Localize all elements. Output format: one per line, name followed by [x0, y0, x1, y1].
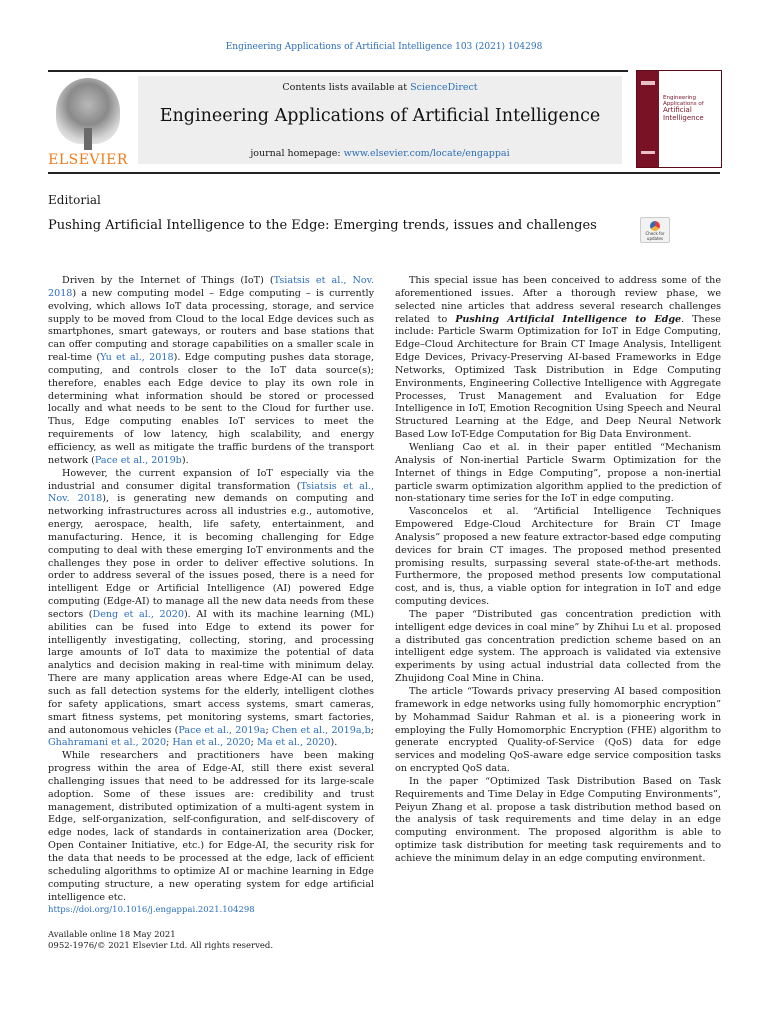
header-bottom-rule [48, 172, 720, 174]
journal-citation-link[interactable]: Engineering Applications of Artificial Intelligence 103 (2021) 104298 [225, 42, 543, 52]
citation-link[interactable]: Yu et al., 2018 [100, 352, 174, 364]
citation-link[interactable]: Han et al., 2020 [172, 737, 251, 749]
available-online: Available online 18 May 2021 [48, 930, 176, 940]
doi-link[interactable]: https://doi.org/10.1016/j.engappai.2021.104298 [48, 905, 255, 915]
cover-mark [641, 81, 655, 85]
tree-trunk-icon [84, 128, 92, 150]
check-for-updates-button[interactable] [640, 217, 670, 243]
homepage-line: journal homepage: www.elsevier.com/locate/engappai [250, 148, 510, 159]
article-type: Editorial [48, 193, 101, 207]
citation-link[interactable]: Tsiatsis et al., Nov. 2018 [48, 275, 374, 299]
journal-banner [138, 76, 622, 164]
citation-link[interactable]: Pace et al., 2019b [94, 454, 182, 466]
article-title: Pushing Artificial Intelligence to the Edge: Emerging trends, issues and challenges [48, 218, 597, 233]
right-column [395, 275, 721, 866]
cover-title: Engineering Applications of Artificial Intelligence [663, 95, 704, 122]
paragraph: Driven by the Internet of Things (IoT) (Tsiatsis et al., Nov. 2018) a new computing model – Edge computing – is currently evolving, which allows IoT data processing, storage, and service supply to be moved from Cloud to the local Edge devices such as smartphones, smart gateways, or routers and base stations that can offer computing and storage capabilities on a smaller scale in real-time (Yu et al., 2018). Edge computing pushes data storage, computing, and controls closer to the IoT data source(s); therefore, enables each Edge device to play its own role in determining what information should be stored or processed locally and what needs to be sent to the Cloud for further use. Thus, Edge computing enables IoT services to meet the requirements of low latency, high scalability, and energy efficiency, as well as mitigate the traffic burdens of the transport network (Pace et al., 2019b). [48, 275, 374, 466]
journal-header [48, 70, 720, 170]
paragraph: This special issue has been conceived to address some of the aforementioned issues. After a thorough review phase, we selected nine articles that address several research challenges related to Pushing Artificial Intelligence to Edge. These include: Particle Swarm Optimization for IoT in Edge Computing, Edge–Cloud Architecture for Brain CT Image Analysis, Intelligent Edge Devices, Privacy-Preserving AI-based Frameworks in Edge Networks, Optimized Task Distribution in Edge Computing Environments, Engineering Collective Intelligence with Aggregate Processes, Trust Management and Evaluation for Edge Intelligence in IoT, Emotion Recognition Using Speech and Neural Structured Learning at the Edge, and Deep Neural Network Based Low IoT-Edge Computation for Big Data Environment. [395, 275, 721, 441]
header-top-rule [48, 70, 628, 72]
citation-link[interactable]: Tsiatsis et al., Nov. 2018 [48, 480, 375, 505]
crossmark-icon [650, 221, 660, 231]
journal-homepage-link[interactable]: www.elsevier.com/locate/engappai [343, 148, 510, 159]
sciencedirect-link[interactable]: ScienceDirect [410, 82, 478, 93]
citation-link[interactable]: Deng et al., 2020 [92, 608, 184, 620]
paragraph: Wenliang Cao et al. in their paper entitled “Mechanism Analysis of Non-inertial Particle Swarm Optimization for the Internet of things in Edge Computing”, propose a non-inertial particle swarm optimization algorithm applied to the prediction of non-stationary time series for the IoT in edge computing. [395, 441, 721, 505]
cover-mark-bottom [641, 151, 655, 154]
check-updates-label: Check for updates [645, 231, 665, 241]
publisher-name: ELSEVIER [48, 152, 128, 168]
left-column [48, 275, 374, 904]
journal-cover-thumbnail[interactable] [636, 70, 722, 168]
contents-line: Contents lists available at ScienceDirect [282, 82, 478, 93]
elsevier-logo [48, 78, 128, 168]
copyright: 0952-1976/© 2021 Elsevier Ltd. All rights reserved. [48, 941, 274, 951]
citation-link[interactable]: Chen et al., 2019a,b [271, 724, 371, 736]
paragraph: In the paper “Optimized Task Distribution Based on Task Requirements and Time Delay in Edge Computing Environments”, Peiyun Zhang et al. propose a task distribution method based on the analysis of task requirements and time delay in an edge computing environment. The proposed algorithm is able to optimize task distribution for meeting task requirements and to achieve the minimum delay in an edge computing environment. [395, 775, 721, 864]
journal-title: Engineering Applications of Artificial Intelligence [159, 106, 601, 126]
citation-link[interactable]: Ma et al., 2020 [256, 737, 331, 749]
citation-link[interactable]: Ghahramani et al., 2020 [48, 737, 167, 749]
paragraph: While researchers and practitioners have been making progress within the area of Edge-AI, still there exist several challenging issues that need to be addressed for its large-scale adoption. Some of these issues are: credibility and trust management, distributed optimization of a multi-agent system in Edge, self-organization, self-configuration, and self-discovery of edge nodes, lack of standards in containerization area (Docker, Open Container Initiative, etc.) for Edge-AI, the security risk for the data that needs to be processed at the edge, lack of efficient scheduling algorithms to optimize AI or machine learning in Edge computing structure, a new operating system for edge artificial intelligence etc. [48, 750, 374, 903]
paragraph: The article “Towards privacy preserving AI based composition framework in edge networks using fully homomorphic encryption” by Mohammad Saidur Rahman et al. is a pioneering work in employing the Fully Homomorphic Encryption (FHE) algorithm to generate encrypted Quality-of-Service (QoS) data for edge services and modeling QoS-aware edge service composition tasks on encrypted QoS data. [395, 686, 721, 775]
paragraph: However, the current expansion of IoT especially via the industrial and consumer digital transformation (Tsiatsis et al., Nov. 2018), is generating new demands on computing and networking infrastructures across all industries e.g., automotive, energy, aerospace, health, life safety, entertainment, and manufacturing. Hence, it is becoming challenging for Edge computing to deal with these emerging IoT environments and the challenges they pose in order to deliver effective solutions. In order to address several of the issues posed, there is a need for intelligent Edge or Artificial Intelligence (AI) powered Edge computing (Edge-AI) to manage all the new data needs from these sectors (Deng et al., 2020). AI with its machine learning (ML) abilities can be fused into Edge to extend its power for intelligently investigating, collecting, storing, and processing large amounts of IoT data to maximize the potential of data analytics and decision making in real-time with minimum delay. There are many application areas where Edge-AI can be used, such as fall detection systems for the elderly, intelligent clothes for safety applications, smart access systems, smart cameras, smart fitness systems, pet monitoring systems, smart factories, and autonomous vehicles (Pace et al., 2019a; Chen et al., 2019a,b; Ghahramani et al., 2020; Han et al., 2020; Ma et al., 2020). [48, 467, 375, 749]
paragraph: Vasconcelos et al. “Artificial Intelligence Techniques Empowered Edge-Cloud Architecture for Brain CT Image Analysis” proposed a new feature extractor-based edge computing devices for brain CT images. The proposed method presented promising results, surpassing several state-of-the-art methods. Furthermore, the proposed method presents low computational cost, and is, thus, a viable option for integration in IoT and edge computing devices. [395, 506, 721, 608]
paragraph: The paper “Distributed gas concentration prediction with intelligent edge devices in coal mine” by Zhihui Lu et al. proposed a distributed gas concentration prediction scheme based on an intelligent edge system. The approach is validated via extensive experiments by using actual industrial data collected from the Zhujidong Coal Mine in China. [395, 608, 721, 685]
emphasis: Pushing Artificial Intelligence to Edge [455, 313, 682, 325]
publication-info [48, 930, 273, 952]
citation-link[interactable]: Pace et al., 2019a [178, 724, 266, 736]
